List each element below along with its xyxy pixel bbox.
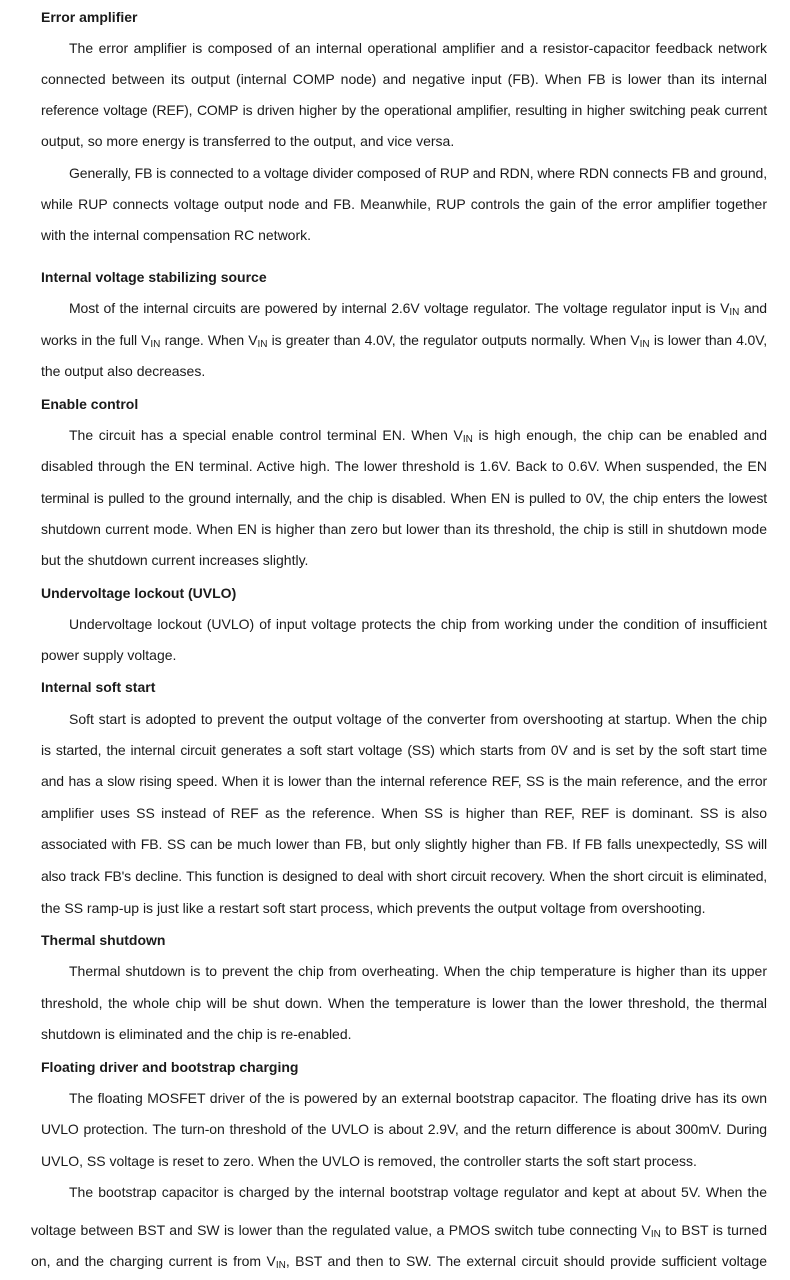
paragraph-line: Most of the internal circuits are powered by internal 2.6V voltage regulator. The voltage regulator input is $V_{IN}$ and: [69, 300, 767, 318]
paragraph-line: threshold, the whole chip will be shut down. When the temperature is lower than the lower threshold, the thermal: [41, 995, 767, 1011]
paragraph-line: terminal is pulled to the ground internally, and the chip is disabled. When EN is pulled to 0V, the chip enters the lowest: [41, 490, 767, 506]
paragraph-line: connected between its output (internal COMP node) and negative input (FB). When FB is lower than its internal: [41, 71, 767, 87]
paragraph-line: also track FB's decline. This function is designed to deal with short circuit recovery. When the short circuit is eliminated,: [41, 868, 767, 884]
subscript-in: IN: [639, 339, 650, 350]
paragraph-line: shutdown current mode. When EN is higher than zero but lower than its threshold, the chip is still in shutdown mode: [41, 521, 767, 537]
paragraph-line: amplifier uses SS instead of REF as the reference. When SS is higher than REF, REF is dominant. SS is also: [41, 805, 767, 821]
paragraph-line: with the internal compensation RC network.: [41, 227, 312, 243]
paragraph-line: associated with FB. SS can be much lower than FB, but only slightly higher than FB. If FB falls unexpectedly, SS will: [41, 836, 767, 852]
paragraph-line: Soft start is adopted to prevent the output voltage of the converter from overshooting at startup. When the chip: [69, 711, 767, 727]
paragraph-line: is started, the internal circuit generates a soft start voltage (SS) which starts from 0V and is set by the soft start time: [41, 742, 767, 758]
paragraph-line: while RUP connects voltage output node and FB. Meanwhile, RUP controls the gain of the error amplifier together: [41, 196, 767, 212]
paragraph-line: and has a slow rising speed. When it is lower than the internal reference REF, SS is the main reference, and the error: [41, 773, 767, 789]
paragraph-line: Undervoltage lockout (UVLO) of input voltage protects the chip from working under the condition of insufficient: [69, 616, 767, 632]
heading-internal-regulator: Internal voltage stabilizing source: [41, 269, 267, 285]
paragraph-line: output, so more energy is transferred to the output, and vice versa.: [41, 133, 455, 149]
subscript-in: IN: [729, 307, 740, 318]
subscript-in: IN: [650, 1229, 661, 1240]
paragraph-line: but the shutdown current increases slightly.: [41, 552, 309, 568]
paragraph-line: disabled through the EN terminal. Active high. The lower threshold is 1.6V. Back to 0.6V. When suspended, the EN: [41, 458, 767, 474]
paragraph-line: power supply voltage.: [41, 647, 177, 663]
heading-enable-control: Enable control: [41, 396, 139, 412]
subscript-in: IN: [150, 339, 161, 350]
paragraph-line: The bootstrap capacitor is charged by the internal bootstrap voltage regulator and kept at about 5V. When the: [69, 1184, 767, 1200]
paragraph-line: reference voltage (REF), COMP is driven higher by the operational amplifier, resulting in higher switching peak current: [41, 102, 767, 118]
heading-floating-driver: Floating driver and bootstrap charging: [41, 1059, 299, 1075]
paragraph-line: Thermal shutdown is to prevent the chip from overheating. When the chip temperature is higher than its upper: [69, 963, 767, 979]
heading-soft-start: Internal soft start: [41, 679, 156, 695]
subscript-in: IN: [462, 434, 473, 445]
paragraph-line: The circuit has a special enable control terminal EN. When $V_{IN}$ is high enough, the chip can be enabled and: [69, 427, 768, 445]
paragraph-line: the SS ramp-up is just like a restart soft start process, which prevents the output voltage from overshooting.: [41, 900, 706, 916]
paragraph-line: shutdown is eliminated and the chip is re-enabled.: [41, 1026, 352, 1042]
paragraph-line: voltage between BST and SW is lower than the regulated value, a PMOS switch tube connecting $V_{IN}$ to BST is turned: [31, 1222, 767, 1240]
subscript-in: IN: [257, 339, 268, 350]
paragraph-line: The floating MOSFET driver of the is powered by an external bootstrap capacitor. The floating drive has its own: [69, 1090, 767, 1106]
paragraph-line: The error amplifier is composed of an internal operational amplifier and a resistor-capacitor feedback network: [69, 40, 767, 56]
heading-thermal-shutdown: Thermal shutdown: [41, 932, 166, 948]
paragraph-line: UVLO protection. The turn-on threshold of the UVLO is about 2.9V, and the return difference is about 300mV. During: [41, 1121, 767, 1137]
heading-uvlo: Undervoltage lockout (UVLO): [41, 585, 237, 601]
subscript-in: IN: [275, 1260, 286, 1271]
paragraph-line: Generally, FB is connected to a voltage divider composed of RUP and RDN, where RDN connects FB and ground,: [69, 165, 767, 181]
paragraph-line: UVLO, SS voltage is reset to zero. When the UVLO is removed, the controller starts the soft start process.: [41, 1153, 697, 1169]
paragraph-line: on, and the charging current is from $V_{IN}$, BST and then to SW. The external circuit should provide sufficient voltage: [31, 1253, 768, 1271]
paragraph-line: works in the full $V_{IN}$ range. When $V_{IN}$ is greater than 4.0V, the regulator outputs normally. When $V_{IN}$ is lower than 4.0V,: [41, 332, 767, 350]
paragraph-line: the output also decreases.: [41, 363, 206, 379]
heading-error-amplifier: Error amplifier: [41, 9, 138, 25]
